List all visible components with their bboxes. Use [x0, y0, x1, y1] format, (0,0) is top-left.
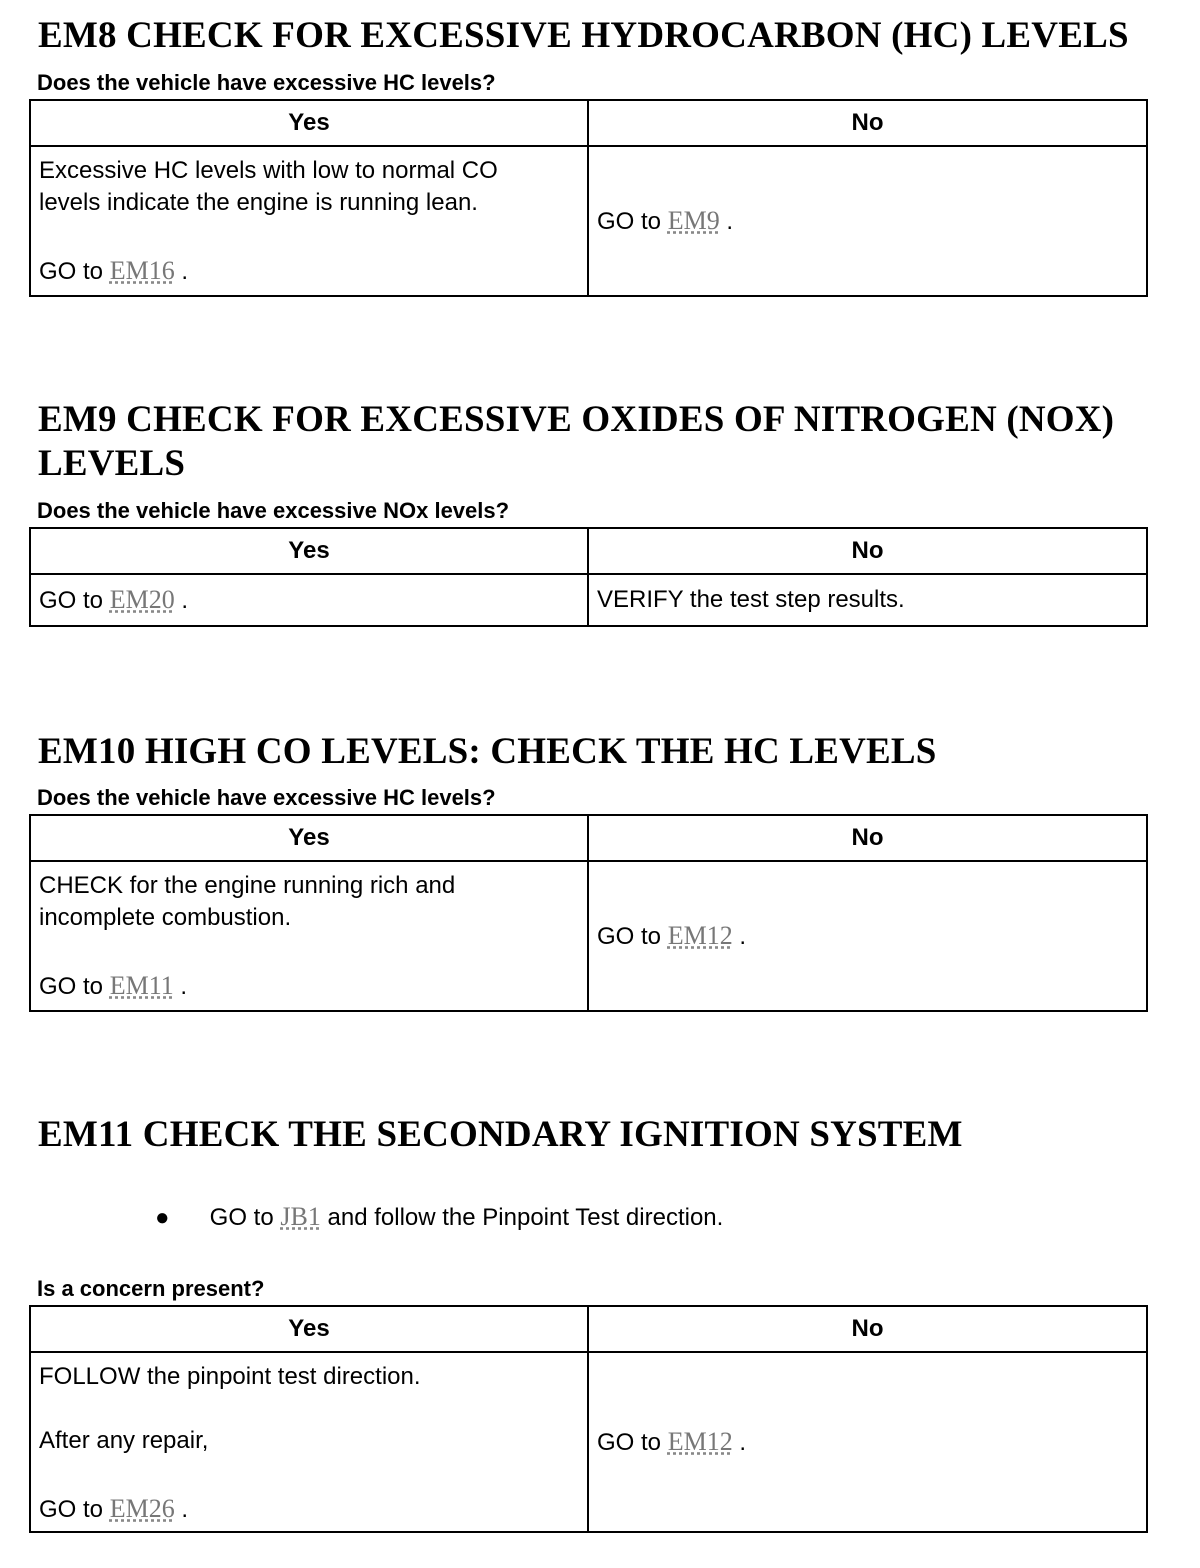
- em10-yes-text-1: CHECK for the engine running rich and: [39, 872, 456, 899]
- em8-no-header: No: [588, 100, 1147, 146]
- em11-no-go: GO to: [597, 1429, 662, 1456]
- em8-no-go: GO to: [597, 208, 662, 235]
- em11-yes-text-1: FOLLOW the pinpoint test direction.: [39, 1363, 421, 1390]
- em8-title: EM8 CHECK FOR EXCESSIVE HYDROCARBON (HC) LEVELS: [38, 15, 1129, 56]
- em11-no-cell: GO to EM12 .: [588, 1352, 1147, 1532]
- em9-table: [29, 527, 1148, 627]
- em11-no-link[interactable]: EM12: [667, 1427, 733, 1456]
- em10-no-cell: GO to EM12 .: [588, 861, 1147, 1011]
- em11-table: [29, 1305, 1148, 1533]
- em10-title: EM10 HIGH CO LEVELS: CHECK THE HC LEVELS: [38, 731, 937, 772]
- em11-bullet-rest: and follow the Pinpoint Test direction.: [327, 1204, 724, 1231]
- em8-yes-text-1: Excessive HC levels with low to normal CO: [39, 157, 498, 184]
- em11-yes-header: Yes: [30, 1306, 588, 1352]
- em11-yes-text-2: After any repair,: [39, 1427, 209, 1454]
- em9-title-1: EM9 CHECK FOR EXCESSIVE OXIDES OF NITROGEN (NOX): [38, 399, 1115, 440]
- em8-yes-go: GO to: [39, 258, 104, 285]
- em9-yes-go: GO to: [39, 587, 104, 614]
- em11-yes-go: GO to: [39, 1496, 104, 1523]
- em11-bullet-go: GO to: [209, 1204, 274, 1231]
- em10-question: Does the vehicle have excessive HC levels?: [37, 785, 496, 810]
- em9-question: Does the vehicle have excessive NOx levels?: [37, 498, 510, 523]
- em11-bullet-link[interactable]: JB1: [280, 1202, 321, 1231]
- em10-yes-cell: CHECK for the engine running rich and incomplete combustion. GO to EM11 .: [30, 861, 588, 1011]
- em11-question: Is a concern present?: [37, 1276, 265, 1301]
- em8-no-link[interactable]: EM9: [667, 206, 720, 235]
- em10-yes-link[interactable]: EM11: [109, 971, 174, 1000]
- bullet-icon: ●: [155, 1204, 170, 1231]
- em8-yes-header: Yes: [30, 100, 588, 146]
- em8-yes-link[interactable]: EM16: [109, 256, 175, 285]
- em8-no-cell: GO to EM9 .: [588, 146, 1147, 296]
- em11-yes-cell: FOLLOW the pinpoint test direction. After any repair, GO to EM26 .: [30, 1352, 588, 1532]
- em10-yes-header: Yes: [30, 815, 588, 861]
- em9-no-text: VERIFY the test step results.: [588, 574, 1147, 626]
- em11-title: EM11 CHECK THE SECONDARY IGNITION SYSTEM: [38, 1114, 963, 1155]
- em11-no-header: No: [588, 1306, 1147, 1352]
- em11-bullet-item: [155, 1202, 723, 1232]
- em11-yes-link[interactable]: EM26: [109, 1494, 175, 1523]
- em8-table: [29, 99, 1148, 297]
- em10-yes-go: GO to: [39, 973, 104, 1000]
- em10-no-go: GO to: [597, 923, 662, 950]
- em8-yes-cell: Excessive HC levels with low to normal CO levels indicate the engine is running lean. GO to EM16 .: [30, 146, 588, 296]
- em9-yes-header: Yes: [30, 528, 588, 574]
- em8-yes-text-2: levels indicate the engine is running lean.: [39, 189, 478, 216]
- em9-yes-cell: GO to EM20 .: [30, 574, 588, 626]
- em9-yes-link[interactable]: EM20: [109, 585, 175, 614]
- em10-yes-text-2: incomplete combustion.: [39, 904, 292, 931]
- em10-no-header: No: [588, 815, 1147, 861]
- em8-question: Does the vehicle have excessive HC levels?: [37, 70, 496, 95]
- em9-title-2: LEVELS: [38, 443, 186, 484]
- em10-table: [29, 814, 1148, 1012]
- em9-no-header: No: [588, 528, 1147, 574]
- em10-no-link[interactable]: EM12: [667, 921, 733, 950]
